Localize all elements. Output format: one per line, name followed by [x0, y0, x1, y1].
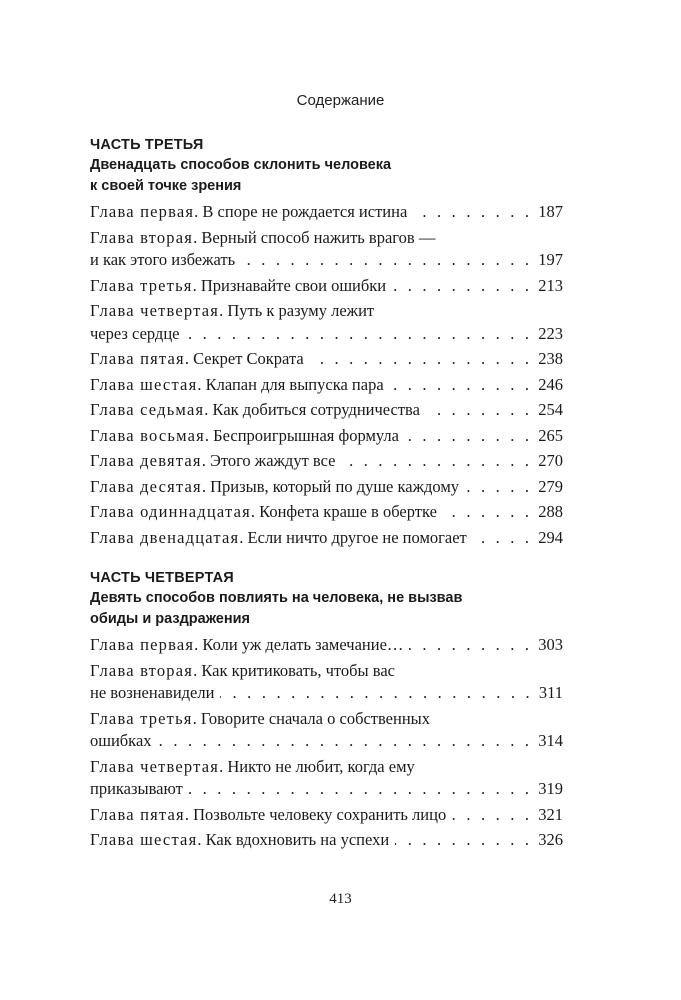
table-of-contents — [90, 136, 563, 852]
toc-entry-line — [90, 249, 563, 272]
chapter-title: Глава четвертая. Никто не любит, когда ему — [90, 756, 415, 776]
dot-leader — [185, 323, 532, 346]
toc-entry-line — [90, 374, 563, 397]
chapter-title: Глава шестая. Клапан для выпуска пара — [90, 374, 384, 394]
chapter-page-number: 319 — [538, 779, 563, 798]
toc-entry-line — [90, 201, 563, 224]
toc-entry-line — [90, 300, 563, 323]
chapter-page-number: 265 — [538, 425, 563, 445]
toc-entry[interactable] — [90, 374, 563, 397]
dot-leader — [220, 682, 532, 705]
toc-entry-line — [90, 660, 563, 683]
toc-entry[interactable] — [90, 399, 563, 422]
chapter-title: Глава первая. Коли уж делать замечание… — [90, 635, 404, 654]
chapter-page-number: 314 — [538, 731, 563, 750]
chapter-page-number: 311 — [538, 683, 563, 702]
chapter-page-number: 321 — [538, 804, 563, 824]
chapter-title: Глава третья. Признавайте свои ошибки — [90, 275, 387, 295]
toc-entry-line — [90, 476, 563, 499]
chapter-title: Глава пятая. Позвольте человеку сохранить лицо — [90, 804, 447, 824]
dot-leader — [409, 634, 532, 657]
toc-entry-line — [90, 682, 563, 705]
dot-leader — [158, 730, 533, 753]
dot-leader — [413, 201, 532, 224]
toc-entry[interactable] — [90, 501, 563, 524]
dot-leader — [426, 399, 532, 422]
toc-entry[interactable] — [90, 450, 563, 473]
chapter-title: Глава девятая. Этого жаждут все — [90, 451, 336, 470]
page-number: 413 — [329, 891, 352, 907]
part-subtitle-line: к своей точке зрения — [90, 178, 242, 194]
toc-entry[interactable] — [90, 300, 563, 345]
part-subtitle-line: Девять способов повлиять на человека, не вызвав — [90, 590, 463, 606]
chapter-title: Глава одиннадцатая. Конфета краше в обертке — [90, 502, 437, 521]
dot-leader — [241, 249, 532, 272]
chapter-title: Глава восьмая. Беспроигрышная формула — [90, 425, 399, 445]
chapter-title: Глава пятая. Секрет Сократа — [90, 349, 304, 368]
toc-entry-line — [90, 829, 563, 852]
chapter-page-number: 187 — [538, 202, 563, 221]
chapter-title: Глава вторая. Верный способ нажить врагов — — [90, 227, 436, 247]
chapter-page-number: 223 — [538, 323, 563, 343]
chapter-page-number: 294 — [538, 527, 563, 547]
chapter-title: ошибках — [90, 731, 152, 750]
part-subtitle-line: обиды и раздражения — [90, 611, 251, 627]
toc-entry[interactable] — [90, 756, 563, 801]
chapter-title: Глава четвертая. Путь к разуму лежит — [90, 301, 375, 320]
chapter-title: Глава первая. В споре не рождается истина — [90, 202, 408, 221]
chapter-page-number: 238 — [538, 349, 563, 368]
toc-entry-line — [90, 450, 563, 473]
toc-entry[interactable] — [90, 425, 563, 448]
toc-entry-line — [90, 323, 563, 346]
toc-entry[interactable] — [90, 660, 563, 705]
chapter-page-number: 326 — [538, 830, 563, 849]
toc-entry[interactable] — [90, 275, 563, 298]
chapter-title: не возненавидели — [90, 683, 215, 702]
dot-leader — [189, 778, 532, 801]
chapter-title: приказывают — [90, 779, 183, 798]
dot-leader — [443, 501, 532, 524]
toc-entry-line — [90, 227, 563, 250]
chapter-title: Глава вторая. Как критиковать, чтобы вас — [90, 660, 395, 680]
dot-leader — [465, 476, 532, 499]
toc-entry[interactable] — [90, 201, 563, 224]
toc-entry[interactable] — [90, 476, 563, 499]
chapter-page-number: 303 — [538, 635, 563, 654]
chapter-page-number: 254 — [538, 400, 563, 419]
toc-entry-line — [90, 348, 563, 371]
page-title: Содержание — [296, 92, 385, 109]
dot-leader — [395, 829, 532, 852]
toc-entry-line — [90, 730, 563, 753]
toc-entry-line — [90, 275, 563, 298]
toc-entry-line — [90, 756, 563, 779]
toc-entry-line — [90, 634, 563, 657]
toc-entry-line — [90, 804, 563, 827]
toc-entry[interactable] — [90, 829, 563, 852]
chapter-page-number: 270 — [538, 451, 563, 470]
chapter-title: Глава двенадцатая. Если ничто другое не помогает — [90, 527, 467, 547]
chapter-title: Глава шестая. Как вдохновить на успехи — [90, 830, 390, 849]
chapter-title: и как этого избежать — [90, 250, 236, 269]
toc-entry-line — [90, 425, 563, 448]
dot-leader — [405, 425, 532, 448]
toc-part — [90, 569, 563, 852]
dot-leader — [392, 275, 532, 298]
toc-entry-line — [90, 778, 563, 801]
toc-entry-line — [90, 399, 563, 422]
toc-entry-line — [90, 501, 563, 524]
toc-entry-line — [90, 708, 563, 731]
part-label: ЧАСТЬ ТРЕТЬЯ — [90, 137, 204, 153]
part-subtitle-line: Двенадцать способов склонить человека — [90, 157, 392, 173]
chapter-page-number: 246 — [538, 374, 563, 394]
toc-entry[interactable] — [90, 348, 563, 371]
chapter-page-number: 197 — [538, 250, 563, 269]
chapter-page-number: 279 — [538, 476, 563, 496]
toc-entry-line — [90, 527, 563, 550]
chapter-title: Глава третья. Говорите сначала о собственных — [90, 708, 431, 728]
chapter-title: Глава седьмая. Как добиться сотрудничества — [90, 400, 420, 419]
chapter-page-number: 288 — [538, 502, 563, 521]
dot-leader — [473, 527, 532, 550]
toc-entry[interactable] — [90, 708, 563, 753]
chapter-page-number: 213 — [538, 275, 563, 295]
chapter-title: Глава десятая. Призыв, который по душе каждому — [90, 476, 460, 496]
toc-entry[interactable] — [90, 227, 563, 272]
part-label: ЧАСТЬ ЧЕТВЕРТАЯ — [90, 570, 234, 586]
dot-leader — [310, 348, 533, 371]
dot-leader — [390, 374, 533, 397]
chapter-title: через сердце — [90, 323, 180, 343]
toc-part — [90, 136, 563, 549]
toc-entry[interactable] — [90, 804, 563, 827]
toc-entry[interactable] — [90, 634, 563, 657]
toc-entry[interactable] — [90, 527, 563, 550]
dot-leader — [341, 450, 532, 473]
dot-leader — [452, 804, 532, 827]
